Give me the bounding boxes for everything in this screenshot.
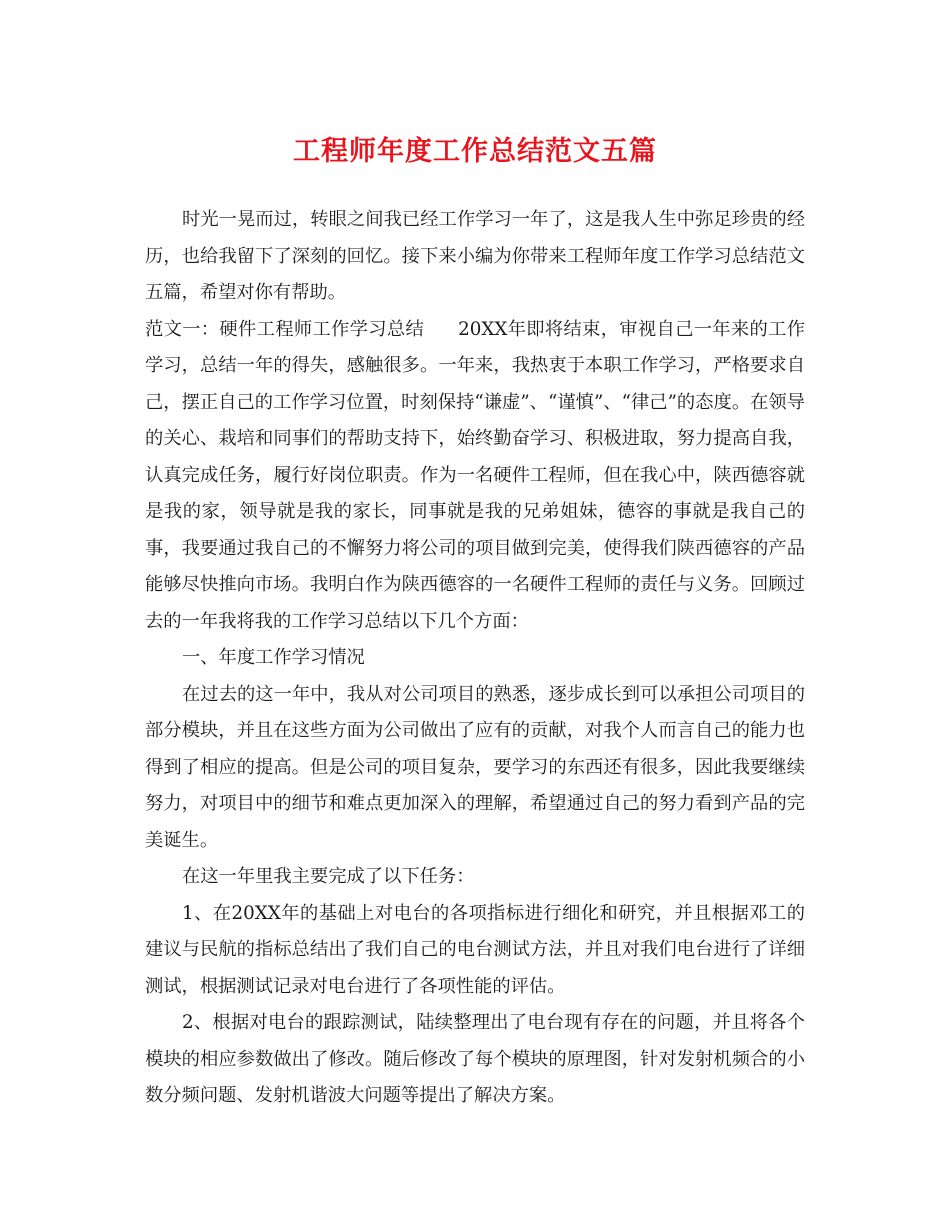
paragraph-task-1: 1、在20XX年的基础上对电台的各项指标进行细化和研究，并且根据邓工的建议与民航的指标总结出了我们自己的电台测试方法，并且对我们电台进行了详细测试，根据测试记录对电台进行了各项性能的评估。 [145,902,805,997]
paragraph-past-year: 在过去的这一年中，我从对公司项目的熟悉，逐步成长到可以承担公司项目的部分模块，并且在这些方面为公司做出了应有的贡献，对我个人而言自己的能力也得到了相应的提高。但是公司的项目复杂，要学习的东西还有很多，因此我要继续努力，对项目中的细节和难点更加深入的理解，希望通过自己的努力看到产品的完美诞生。 [145,683,805,851]
paragraph-sample-one [145,312,805,641]
paragraph-tasks-intro: 在这一年里我主要完成了以下任务： [182,866,475,887]
paragraph-task-2: 2、根据对电台的跟踪测试，陆续整理出了电台现有存在的问题，并且将各个模块的相应参数做出了修改。随后修改了每个模块的原理图，针对发射机频合的小数分频问题、发射机谐波大问题等提出了解决方案。 [145,1012,805,1106]
document-title: 工程师年度工作总结范文五篇 [293,136,657,167]
sample-one-text: 20XX年即将结束，审视自己一年来的工作学习，总结一年的得失，感触很多。一年来，我热衷于本职工作学习，严格要求自己，摆正自己的工作学习位置，时刻保持“谦虚”、“谨慎”、“律己”的态度。在领导的关心、栽培和同事们的帮助支持下，始终勤奋学习、积极进取，努力提高自我，认真完成任务，履行好岗位职责。作为一名硬件工程师，但在我心中，陕西德容就是我的家，领导就是我的家长，同事就是我的兄弟姐妹，德容的事就是我自己的事，我要通过我自己的不懈努力将公司的项目做到完美，使得我们陕西德容的产品能够尽快推向市场。我明白作为陕西德容的一名硬件工程师的责任与义务。回顾过去的一年我将我的工作学习总结以下几个方面： [145,318,806,632]
document-body [145,202,805,1115]
sample-one-heading: 范文一：硬件工程师工作学习总结 [145,318,425,340]
paragraph-intro: 时光一晃而过，转眼之间我已经工作学习一年了，这是我人生中弥足珍贵的经历，也给我留下了深刻的回忆。接下来小编为你带来工程师年度工作学习总结范文五篇，希望对你有帮助。 [145,209,805,303]
section-heading-annual-work: 一、年度工作学习情况 [182,647,365,668]
